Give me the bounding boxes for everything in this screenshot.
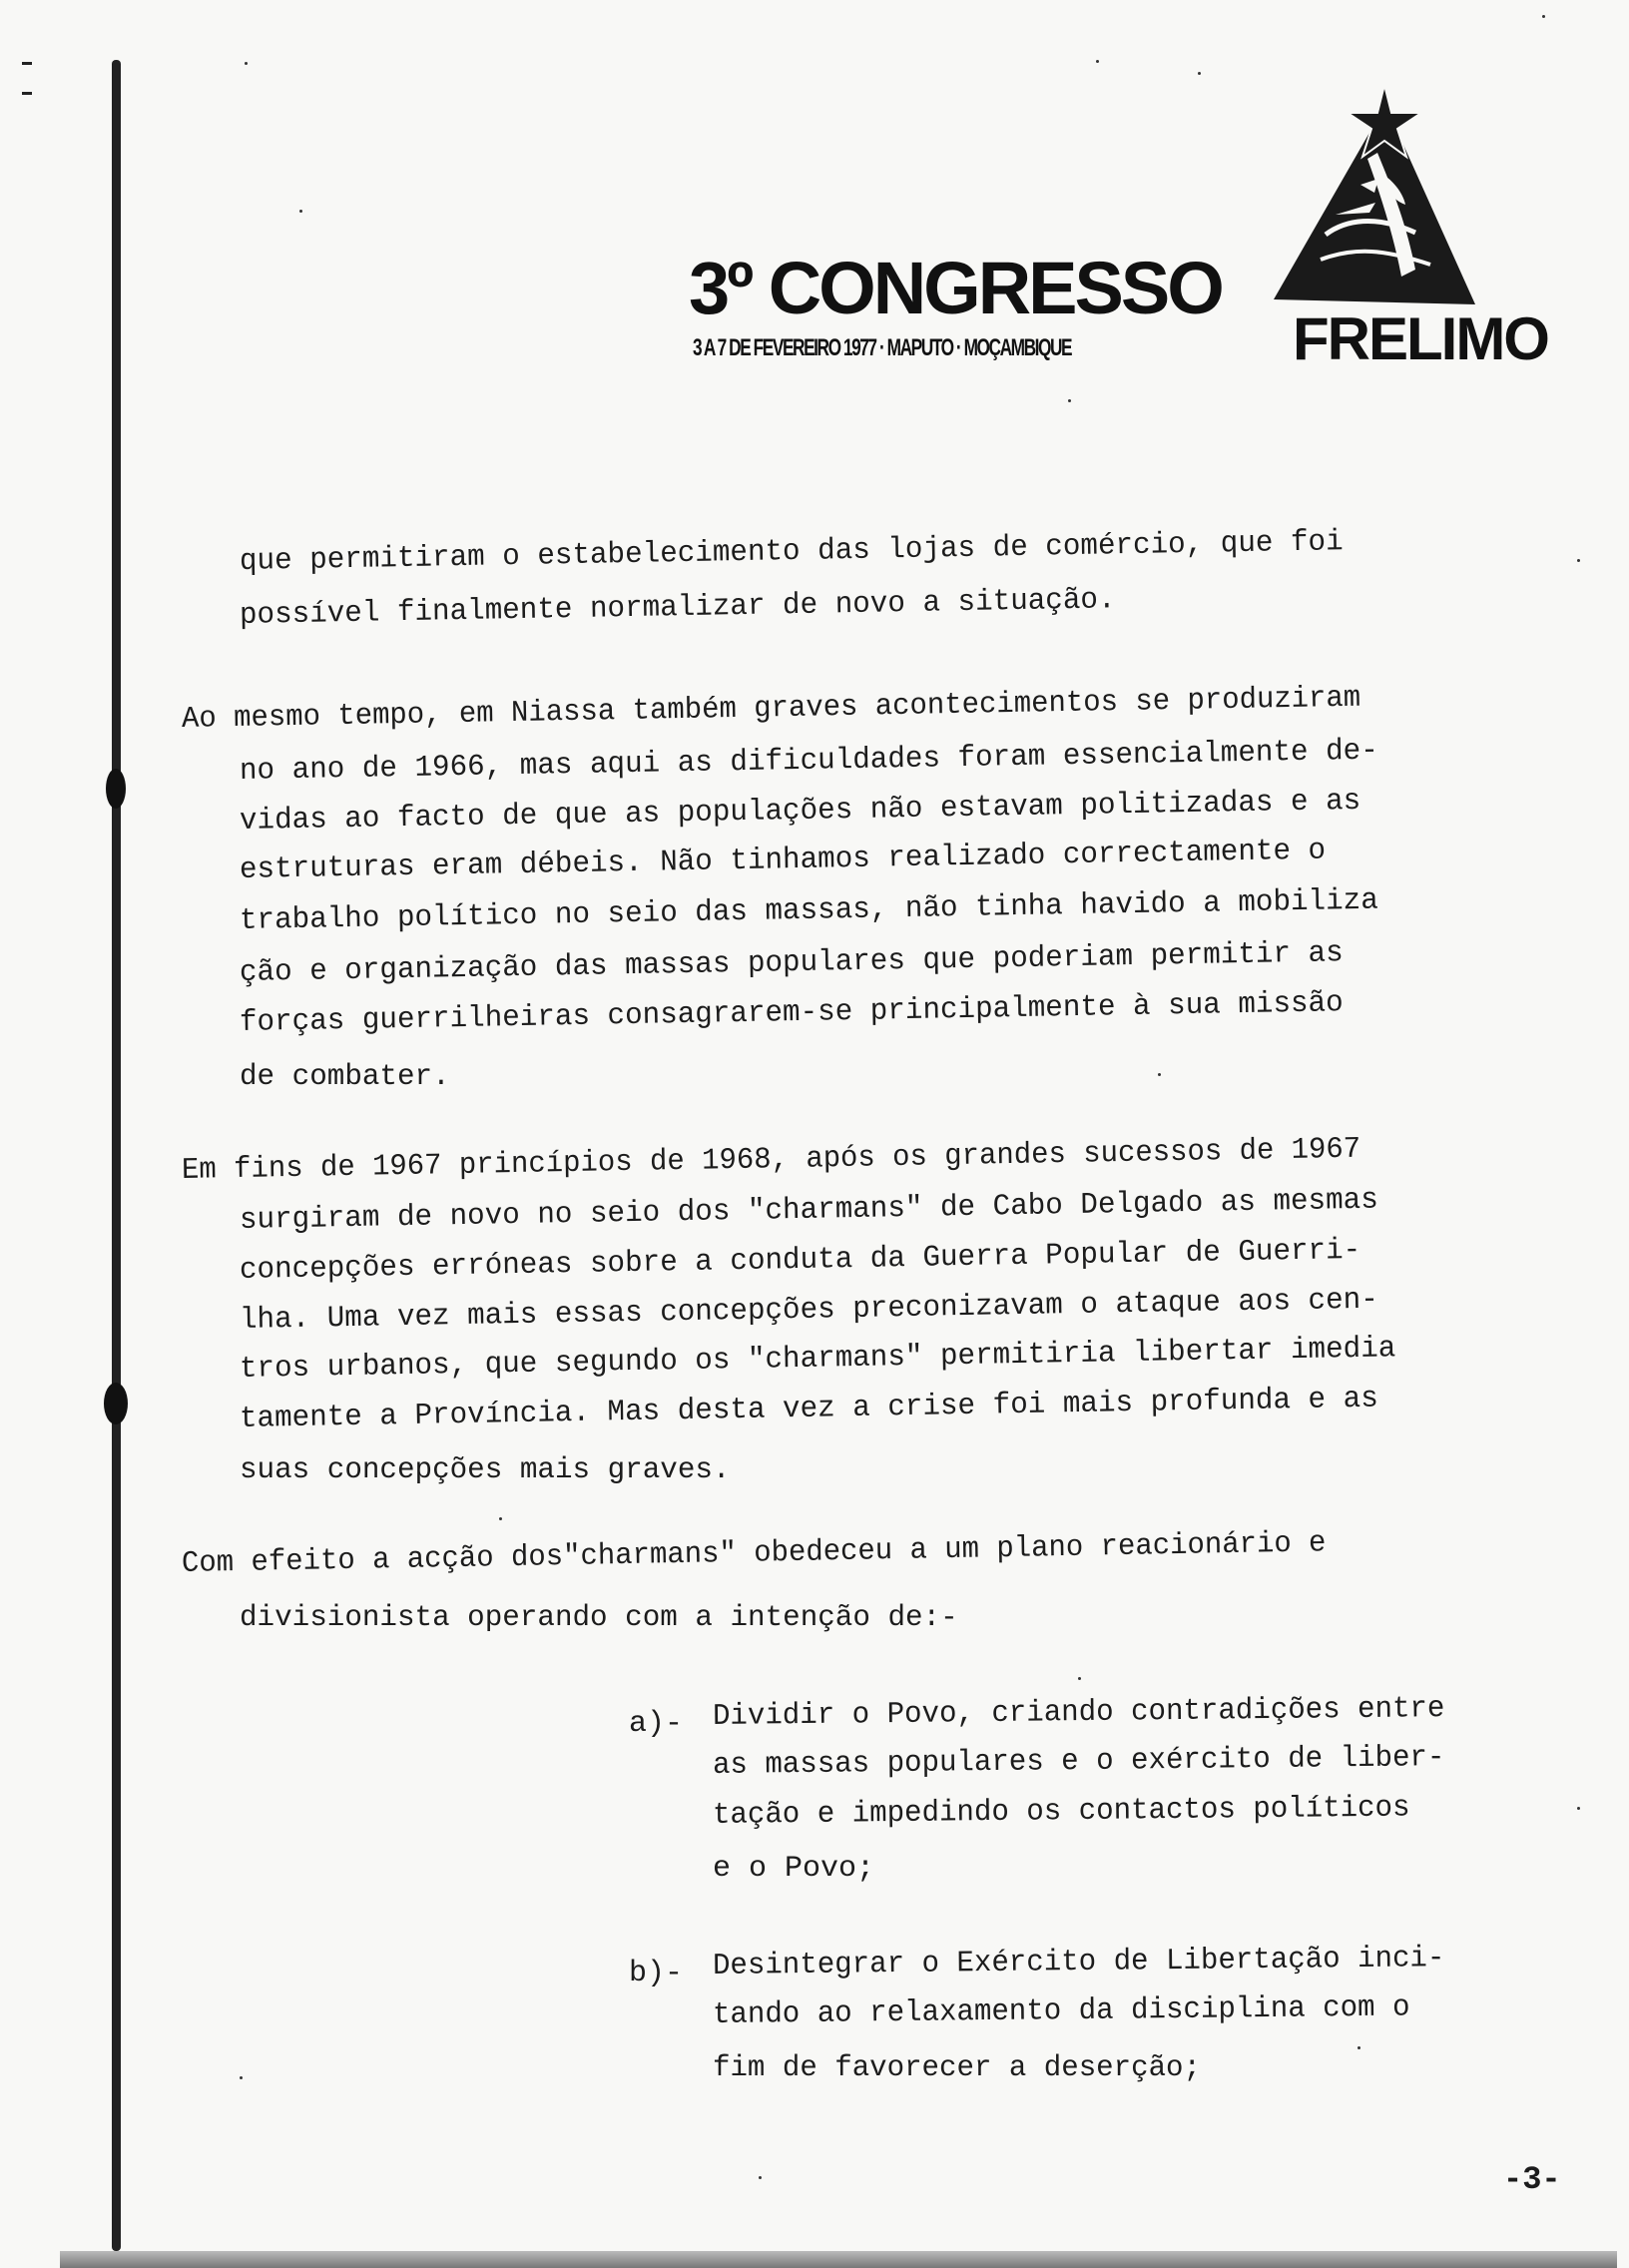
- text-line: lha. Uma vez mais essas concepções preconizavam o ataque aos cen-: [239, 1283, 1379, 1338]
- frelimo-emblem-icon: [1266, 55, 1475, 314]
- frelimo-logo-text: FRELIMO: [1293, 305, 1548, 372]
- text-line: divisionista operando com a intenção de:-: [240, 1601, 958, 1635]
- text-line: as massas populares e o exército de liber-: [712, 1741, 1445, 1783]
- text-line: Em fins de 1967 princípios de 1968, após os grandes sucessos de 1967: [181, 1132, 1361, 1188]
- congress-subtitle: 3 A 7 DE FEVEREIRO 1977 · MAPUTO · MOÇAMBIQUE: [693, 334, 1072, 361]
- text-line: e o Povo;: [713, 1852, 875, 1886]
- text-line: concepções erróneas sobre a conduta da Guerra Popular de Guerri-: [239, 1233, 1361, 1288]
- text-line: tros urbanos, que segundo os "charmans" permitiria libertar imedia: [239, 1332, 1396, 1387]
- text-line: estruturas eram débeis. Não tinhamos realizado correctamente o: [239, 834, 1327, 887]
- text-line: Ao mesmo tempo, em Niassa também graves acontecimentos se produziram: [181, 681, 1361, 737]
- scan-speck: [245, 62, 248, 65]
- text-line: vidas ao facto de que as populações não estavam politizadas e as: [239, 784, 1361, 839]
- text-line: possível finalmente normalizar de novo a situação.: [239, 583, 1116, 633]
- text-line: forças guerrilheiras consagrarem-se principalmente à sua missão: [239, 986, 1344, 1040]
- scan-speck: [759, 2176, 762, 2179]
- scan-speck: [1068, 399, 1071, 402]
- list-item-label: a)-: [629, 1707, 684, 1741]
- text-line: suas concepções mais graves.: [240, 1453, 731, 1487]
- scan-speck: [1542, 15, 1545, 18]
- text-line: tando ao relaxamento da disciplina com o: [712, 1990, 1410, 2032]
- text-line: trabalho político no seio das massas, não tinha havido a mobiliza: [239, 883, 1379, 938]
- scan-speck: [1158, 1073, 1161, 1076]
- text-line: tação e impedindo os contactos políticos: [712, 1791, 1410, 1833]
- scan-speck: [1096, 60, 1099, 63]
- text-line: Dividir o Povo, criando contradições entre: [712, 1692, 1445, 1734]
- binding-blob: [106, 769, 126, 809]
- page-number: -3-: [1503, 2161, 1561, 2198]
- scan-speck: [1577, 559, 1580, 562]
- scan-speck: [499, 1517, 502, 1520]
- list-item-label: b)-: [629, 1957, 684, 1990]
- text-line: ção e organização das massas populares que poderiam permitir as: [239, 936, 1344, 990]
- scan-speck: [1358, 2046, 1360, 2049]
- text-line: surgiram de novo no seio dos "charmans" de Cabo Delgado as mesmas: [239, 1183, 1379, 1238]
- scan-speck: [299, 210, 302, 213]
- text-line: fim de favorecer a deserção;: [713, 2051, 1201, 2085]
- text-line: no ano de 1966, mas aqui as dificuldades foram essencialmente de-: [239, 734, 1379, 789]
- binding-blob: [104, 1383, 128, 1424]
- text-line: Com efeito a acção dos"charmans" obedeceu a um plano reacionário e: [181, 1526, 1327, 1581]
- edge-mark: [22, 92, 32, 95]
- binding-edge-line: [112, 60, 121, 2251]
- scan-speck: [1078, 1677, 1081, 1680]
- text-line: de combater.: [240, 1060, 450, 1094]
- scan-speck: [1198, 72, 1201, 75]
- edge-mark: [22, 62, 32, 65]
- text-line: tamente a Província. Mas desta vez a crise foi mais profunda e as: [239, 1382, 1379, 1436]
- text-line: que permitiram o estabelecimento das lojas de comércio, que foi: [239, 525, 1344, 579]
- congress-title: 3º CONGRESSO: [689, 247, 1222, 329]
- text-line: Desintegrar o Exército de Libertação inci-: [712, 1942, 1445, 1984]
- scan-speck: [240, 2076, 243, 2079]
- scan-bottom-edge: [60, 2251, 1617, 2268]
- scan-speck: [1577, 1807, 1580, 1810]
